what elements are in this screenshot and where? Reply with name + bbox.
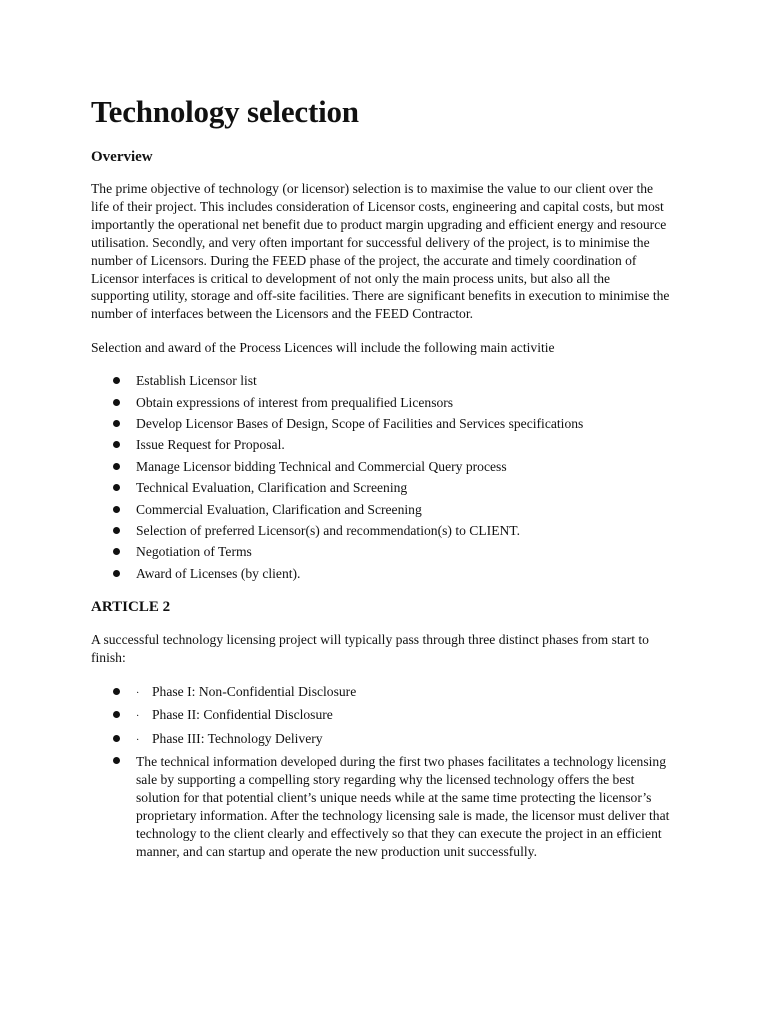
article-paragraph: A successful technology licensing project will typically pass through three distinct phases from start to finish: — [91, 632, 649, 666]
list-item-text: Obtain expressions of interest from prequalified Licensors — [136, 394, 454, 410]
list-item — [91, 434, 671, 455]
list-item-text: Issue Request for Proposal. — [136, 437, 285, 453]
phase-marker: · — [136, 734, 140, 746]
list-item — [91, 456, 671, 477]
list-item-text: Develop Licensor Bases of Design, Scope of Facilities and Services specifications — [136, 415, 584, 431]
list-item — [91, 704, 671, 727]
list-item-text: Phase II: Confidential Disclosure — [152, 707, 333, 723]
overview-paragraph: The prime objective of technology (or licensor) selection is to maximise the value to our client over the life of their project. This includes consideration of Licensor costs, engineering and capital costs, but most importantly the operational net benefit due to product margin upgrading and efficient energy and resource utilisation. Secondly, and very often important for successful delivery of the project, is to minimise the number of Licensors. During the FEED phase of the project, the accurate and timely coordination of Licensor interfaces is critical to development of not only the main process units, but also all the supporting utility, storage and off-site facilities. There are significant benefits in execution to minimise the number of interfaces between the Licensors and the FEED Contractor. — [91, 181, 670, 322]
list-item — [91, 413, 671, 434]
list-item-text: Manage Licensor bidding Technical and Commercial Query process — [136, 458, 507, 474]
list-item-text: Establish Licensor list — [136, 373, 257, 389]
bullet-icon — [113, 735, 120, 742]
bullet-icon — [113, 711, 120, 718]
page-title: Technology selection — [91, 94, 359, 129]
bullet-icon — [113, 463, 120, 470]
bullet-icon — [113, 420, 120, 427]
list-item — [91, 499, 671, 520]
bullet-icon — [113, 527, 120, 534]
overview-heading: Overview — [91, 149, 153, 165]
article-heading: ARTICLE 2 — [91, 599, 171, 616]
bullet-icon — [113, 399, 120, 406]
phase-marker: · — [136, 711, 140, 723]
list-item — [91, 728, 671, 751]
list-item — [91, 520, 671, 541]
list-item — [91, 541, 671, 562]
list-item-text: Phase I: Non-Confidential Disclosure — [152, 684, 357, 700]
list-item — [91, 392, 671, 413]
bullet-icon — [113, 548, 120, 555]
list-item — [91, 563, 671, 584]
activities-intro: Selection and award of the Process Licences will include the following main activitie — [91, 340, 555, 356]
bullet-icon — [113, 377, 120, 384]
list-item-text: Negotiation of Terms — [136, 544, 252, 560]
bullet-icon — [113, 688, 120, 695]
bullet-icon — [113, 441, 120, 448]
phases-list — [91, 681, 671, 861]
bullet-icon — [113, 484, 120, 491]
list-item-text: Phase III: Technology Delivery — [152, 730, 323, 746]
list-item-text: Technical Evaluation, Clarification and Screening — [136, 480, 408, 496]
list-item — [91, 477, 671, 498]
list-item-text: The technical information developed during the first two phases facilitates a technology licensing sale by supporting a compelling story regarding why the licensed technology offers the best solution for that potential client’s unique needs while at the same time protecting the licensor’s proprietary information. After the technology licensing sale is made, the licensor must deliver that technology to the client clearly and effectively so that they can execute the project in an efficient manner, and can startup and operate the new production unit successfully. — [136, 754, 670, 859]
list-item — [91, 681, 671, 704]
list-item — [91, 751, 671, 860]
list-item — [91, 370, 671, 391]
list-item-text: Commercial Evaluation, Clarification and Screening — [136, 501, 422, 517]
activities-list — [91, 370, 671, 584]
phase-marker: · — [136, 688, 140, 700]
bullet-icon — [113, 570, 120, 577]
document-page — [91, 92, 671, 861]
list-item-text: Award of Licenses (by client). — [136, 565, 301, 581]
bullet-icon — [113, 757, 120, 764]
bullet-icon — [113, 506, 120, 513]
list-item-text: Selection of preferred Licensor(s) and recommendation(s) to CLIENT. — [136, 523, 521, 538]
